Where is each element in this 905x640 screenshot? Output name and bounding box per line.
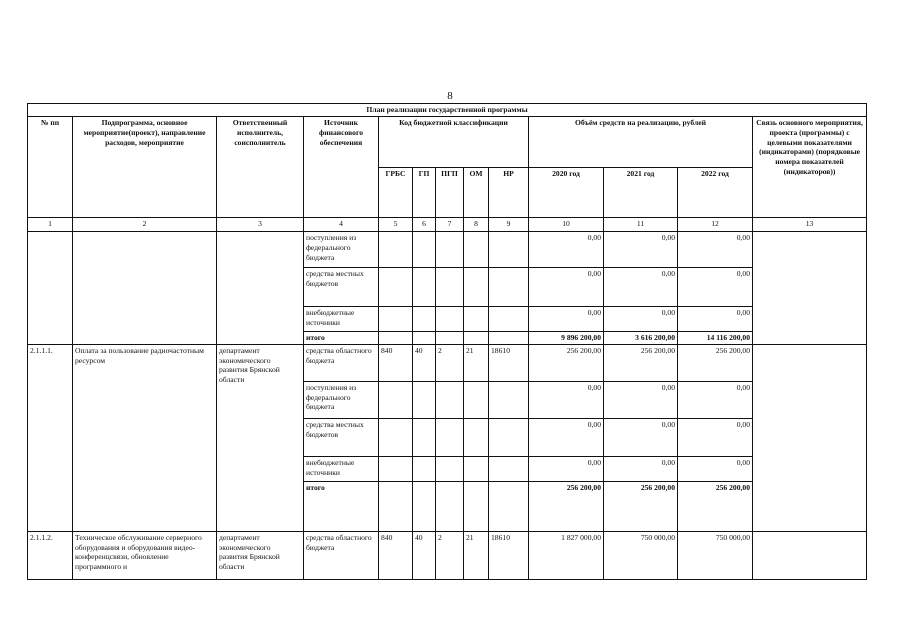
row-link	[753, 231, 867, 344]
row-name: Оплата за пользование радиочастотным ресурсом	[73, 344, 217, 531]
header-subprogram: Подпрограмма, основное мероприятие(проект), направление расходов, мероприятие	[73, 116, 217, 217]
value-2022: 0,00	[678, 231, 753, 267]
row-source: средства областного бюджета	[304, 531, 379, 579]
value-2022: 0,00	[678, 381, 753, 418]
column-number: 1	[28, 217, 73, 231]
header-nr: НР	[489, 167, 529, 217]
value-2021: 750 000,00	[604, 531, 678, 579]
code-grbs: 840	[379, 531, 413, 579]
row-num	[28, 231, 73, 344]
row-name: Техническое обслуживание серверного оборудования и оборудования видео-конференцсвязи, обновление программного и	[73, 531, 217, 579]
value-2020: 0,00	[529, 418, 604, 456]
code-om: 21	[464, 344, 489, 381]
code-nr: 18610	[489, 531, 529, 579]
value-2021: 0,00	[604, 267, 678, 306]
value-2020: 1 827 000,00	[529, 531, 604, 579]
header-budget-code: Код бюджетной классификации	[379, 116, 529, 167]
value-2022: 0,00	[678, 306, 753, 331]
column-number: 11	[604, 217, 678, 231]
code-gp: 40	[413, 344, 436, 381]
value-2021: 0,00	[604, 306, 678, 331]
header-2022: 2022 год	[678, 167, 753, 217]
header-source: Источник финансового обеспечения	[304, 116, 379, 217]
value-2021: 0,00	[604, 231, 678, 267]
row-link	[753, 344, 867, 531]
row-source: поступления из федерального бюджета	[304, 381, 379, 418]
code-pgp: 2	[436, 531, 464, 579]
column-number: 2	[73, 217, 217, 231]
row-source: средства местных бюджетов	[304, 267, 379, 306]
column-number: 4	[304, 217, 379, 231]
row-executor	[217, 231, 304, 344]
value-2020: 256 200,00	[529, 481, 604, 531]
row-source: итого	[304, 331, 379, 344]
value-2022: 256 200,00	[678, 344, 753, 381]
value-2021: 0,00	[604, 456, 678, 481]
column-number: 10	[529, 217, 604, 231]
code-om: 21	[464, 531, 489, 579]
column-number: 3	[217, 217, 304, 231]
row-source: средства местных бюджетов	[304, 418, 379, 456]
header-2020: 2020 год	[529, 167, 604, 217]
row-num: 2.1.1.1.	[28, 344, 73, 531]
header-pgp: ПГП	[436, 167, 464, 217]
value-2021: 0,00	[604, 381, 678, 418]
code-pgp: 2	[436, 344, 464, 381]
header-2021: 2021 год	[604, 167, 678, 217]
row-num: 2.1.1.2.	[28, 531, 73, 579]
value-2021: 0,00	[604, 418, 678, 456]
column-number: 12	[678, 217, 753, 231]
column-number: 13	[753, 217, 867, 231]
value-2020: 9 896 200,00	[529, 331, 604, 344]
value-2022: 256 200,00	[678, 481, 753, 531]
column-number: 7	[436, 217, 464, 231]
value-2020: 0,00	[529, 381, 604, 418]
column-numbers-row	[28, 217, 867, 231]
value-2022: 0,00	[678, 456, 753, 481]
row-source: итого	[304, 481, 379, 531]
row-source: внебюджетные источники	[304, 306, 379, 331]
column-number: 8	[464, 217, 489, 231]
value-2021: 256 200,00	[604, 344, 678, 381]
column-number: 6	[413, 217, 436, 231]
value-2020: 0,00	[529, 456, 604, 481]
code-grbs: 840	[379, 344, 413, 381]
header-grbs: ГРБС	[379, 167, 413, 217]
row-link	[753, 531, 867, 579]
value-2022: 14 116 200,00	[678, 331, 753, 344]
header-volume: Объём средств на реализацию, рублей	[529, 116, 753, 167]
column-number: 9	[489, 217, 529, 231]
value-2021: 3 616 200,00	[604, 331, 678, 344]
value-2020: 256 200,00	[529, 344, 604, 381]
value-2021: 256 200,00	[604, 481, 678, 531]
header-om: ОМ	[464, 167, 489, 217]
row-source: поступления из федерального бюджета	[304, 231, 379, 267]
table-row	[28, 531, 867, 579]
table-row	[28, 344, 867, 381]
value-2020: 0,00	[529, 306, 604, 331]
value-2022: 0,00	[678, 267, 753, 306]
table-row	[28, 231, 867, 267]
table-title: План реализации государственной программы	[28, 104, 867, 117]
header-gp: ГП	[413, 167, 436, 217]
value-2022: 0,00	[678, 418, 753, 456]
value-2020: 0,00	[529, 267, 604, 306]
header-executor: Ответственный исполнитель, соисполнитель	[217, 116, 304, 217]
row-source: средства областного бюджета	[304, 344, 379, 381]
value-2022: 750 000,00	[678, 531, 753, 579]
header-num: № пп	[28, 116, 73, 217]
row-source: внебюджетные источники	[304, 456, 379, 481]
program-plan-table	[27, 103, 867, 580]
value-2020: 0,00	[529, 231, 604, 267]
page-number: 8	[447, 90, 453, 102]
row-executor: департамент экономического развития Брянской области	[217, 531, 304, 579]
header-link: Связь основного мероприятия, проекта (программы) с целевыми показателями (индикаторами) (порядковые номера показателей (индикаторов))	[753, 116, 867, 217]
code-nr: 18610	[489, 344, 529, 381]
row-executor: департамент экономического развития Брянской области	[217, 344, 304, 531]
column-number: 5	[379, 217, 413, 231]
code-gp: 40	[413, 531, 436, 579]
row-name	[73, 231, 217, 344]
